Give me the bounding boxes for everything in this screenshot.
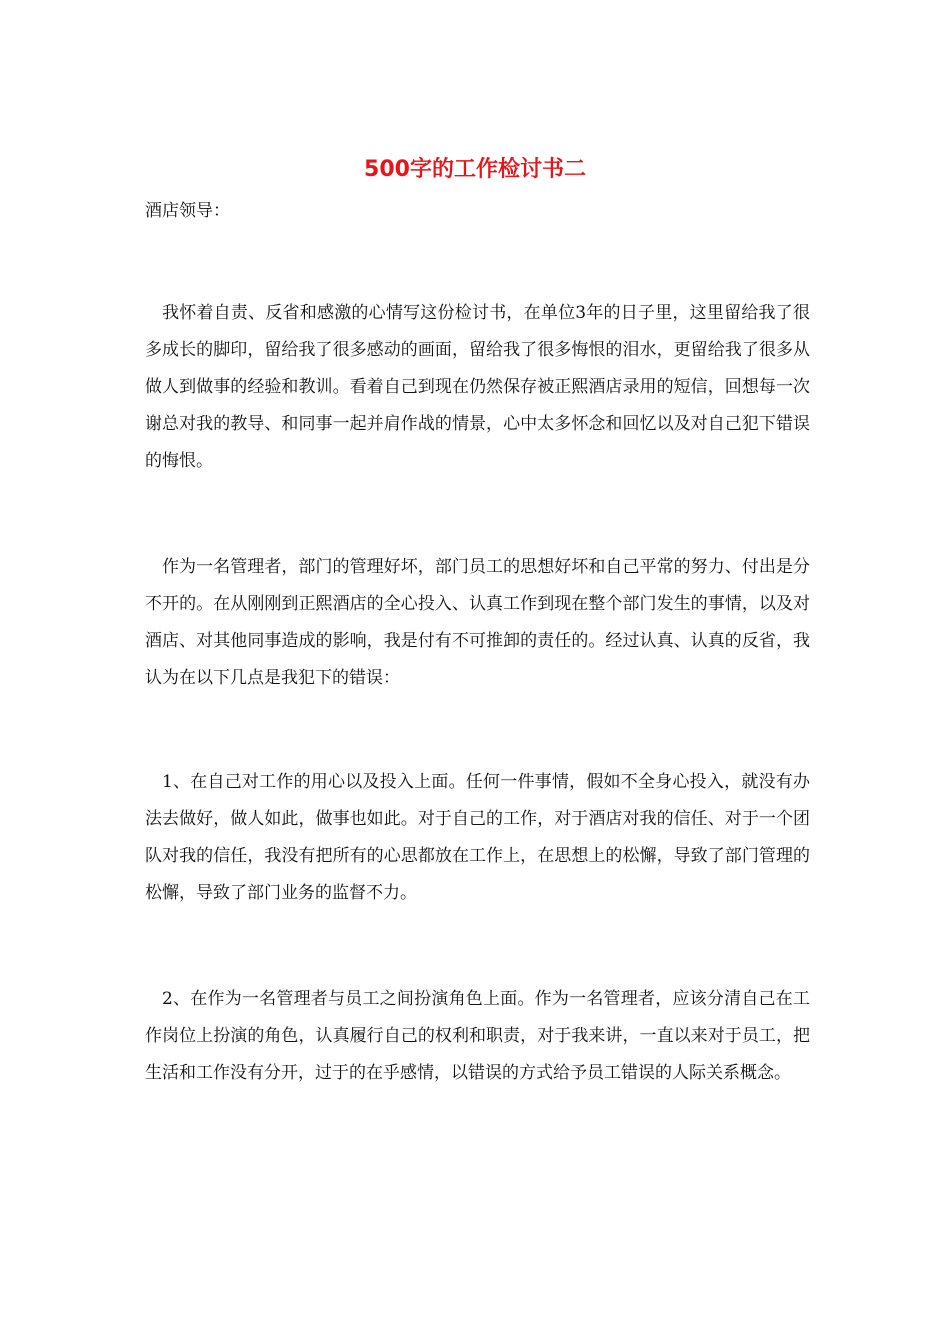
paragraph-3: 1、在自己对工作的用心以及投入上面。任何一件事情，假如不全身心投入，就没有办法去做好，做人如此，做事也如此。对于自己的工作，对于酒店对我的信任、对于一个团队对我的信任，我没有把所有的心思都放在工作上，在思想上的松懈，导致了部门管理的松懈，导致了部门业务的监督不力。 bbox=[145, 772, 810, 903]
paragraph-1: 我怀着自责、反省和感激的心情写这份检讨书，在单位3年的日子里，这里留给我了很多成长的脚印，留给我了很多感动的画面，留给我了很多悔恨的泪水，更留给我了很多从做人到做事的经验和教训。看着自己到现在仍然保存被正熙酒店录用的短信，回想每一次谢总对我的教导、和同事一起并肩作战的情景，心中太多怀念和回忆以及对自己犯下错误的悔恨。 bbox=[145, 303, 810, 471]
paragraph-4: 2、在作为一名管理者与员工之间扮演角色上面。作为一名管理者，应该分清自己在工作岗位上扮演的角色，认真履行自己的权利和职责，对于我来讲，一直以来对于员工，把生活和工作没有分开，过于的在乎感情，以错误的方式给予员工错误的人际关系概念。 bbox=[145, 989, 810, 1083]
salutation: 酒店领导： bbox=[145, 201, 230, 221]
document-title: 500字的工作检讨书二 bbox=[364, 157, 586, 182]
paragraph-2: 作为一名管理者，部门的管理好坏，部门员工的思想好坏和自己平常的努力、付出是分不开的。在从刚刚到正熙酒店的全心投入、认真工作到现在整个部门发生的事情，以及对酒店、对其他同事造成的影响，我是付有不可推卸的责任的。经过认真、认真的反省，我认为在以下几点是我犯下的错误： bbox=[145, 557, 810, 688]
